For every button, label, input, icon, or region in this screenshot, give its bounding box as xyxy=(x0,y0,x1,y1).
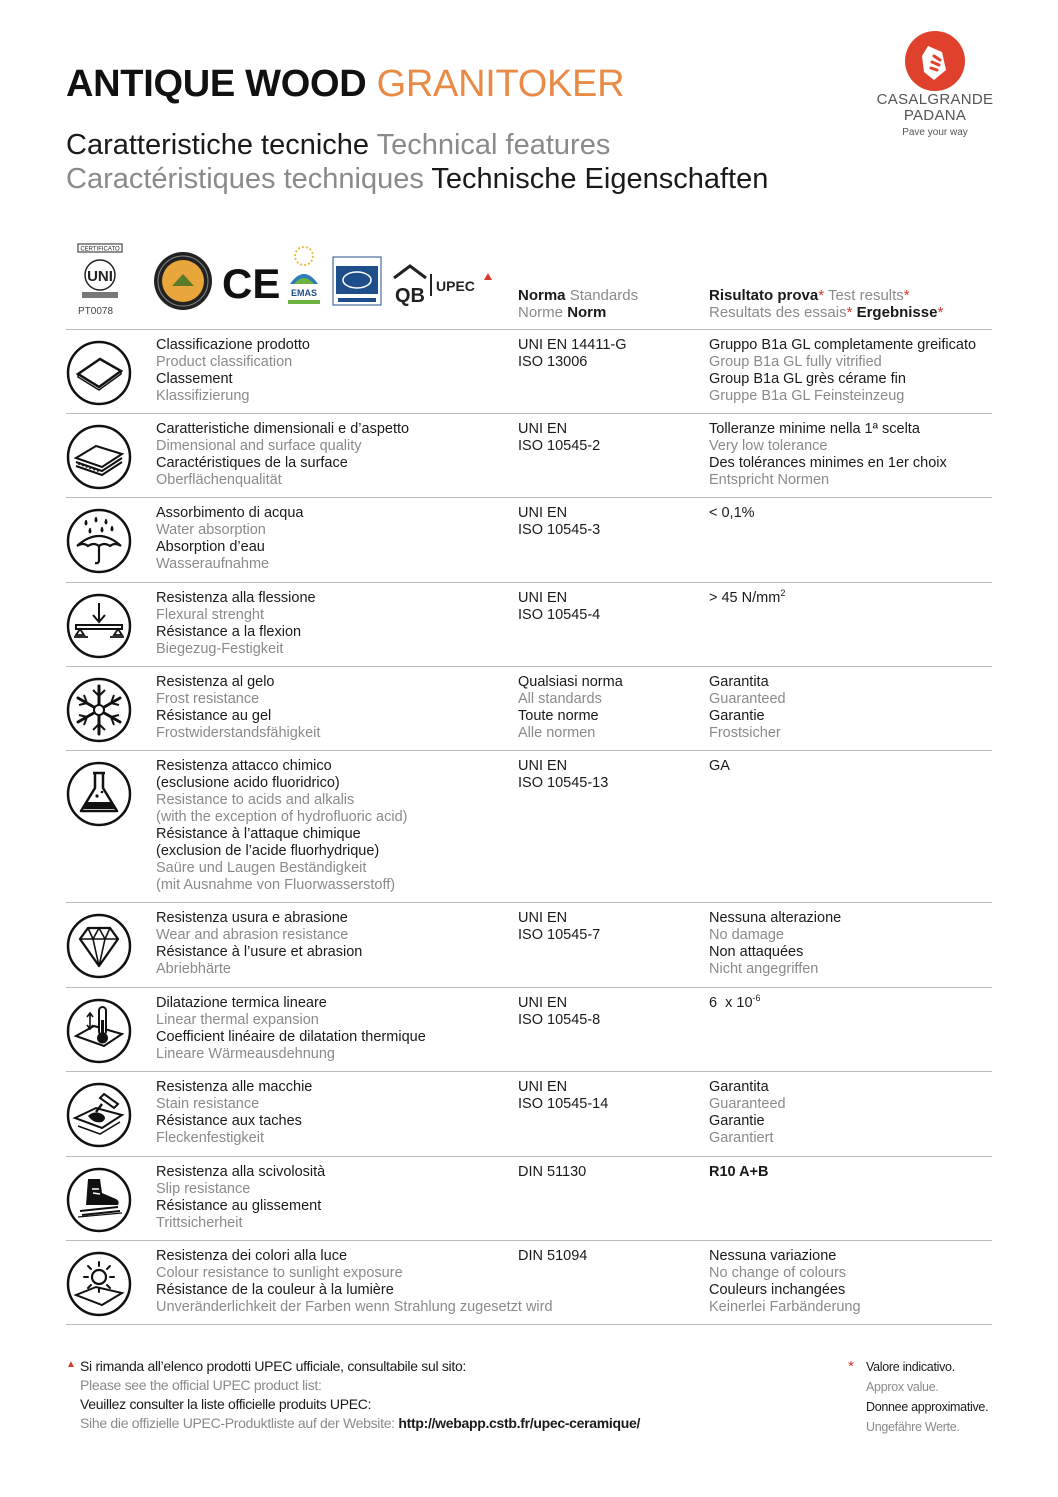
flask-icon xyxy=(66,761,132,827)
brand-logo xyxy=(870,30,1000,139)
product-name: ANTIQUE WOOD xyxy=(66,63,367,105)
upec-link[interactable]: http://webapp.cstb.fr/upec-ceramique/ xyxy=(398,1415,641,1431)
ce-mark-icon xyxy=(222,260,281,307)
svg-text:CERTIFICATO: CERTIFICATO xyxy=(80,246,120,253)
subtitle-line-2: Caractéristiques techniques Technische Eigenschaften xyxy=(66,163,769,195)
table-row: Resistenza al gelo Frost resistance Résistance au gel Frostwiderstandsfähigkeit Qualsiasi norma All standards Toute norme Alle normen Garantita Guaranteed Garantie Frostsicher xyxy=(66,667,992,751)
table-row: Resistenza attacco chimico (esclusione acido fluoridrico) Resistance to acids and alkalis (with the exception of hydrofluoric acid) Résistance à l’attaque chimique (exclusion de l’acide fluorhydrique) Saüre und Laugen Beständigkeit (mit Ausnahme von Fluorwasserstoff) UNI EN ISO 10545-13 GA xyxy=(66,751,992,903)
uni-cert-icon xyxy=(70,242,130,302)
thermometer-icon xyxy=(66,998,132,1064)
svg-text:QB: QB xyxy=(395,285,425,307)
umbrella-rain-icon xyxy=(66,508,132,574)
sun-icon xyxy=(66,1251,132,1317)
stain-icon xyxy=(66,1082,132,1148)
flexion-icon xyxy=(66,593,132,659)
snowflake-icon xyxy=(66,677,132,743)
svg-text:CE: CE xyxy=(222,260,281,307)
upec-note: ▲ Si rimanda all’elenco prodotti UPEC ufficiale, consultabile sul sito: Please see the official UPEC product list: Veuillez consulter la liste officielle produits UPEC: Sihe die offizielle UPEC-Produktliste auf der Website: http://webapp.cstb.fr/upec-ceramique/ xyxy=(80,1357,640,1433)
upec-icon xyxy=(430,272,492,298)
tile-stack-icon xyxy=(66,424,132,490)
table-row: Classificazione prodotto Product classification Classement Klassifizierung UNI EN 14411-G ISO 13006 Gruppo B1a GL completamente greificato Group B1a GL fully vitrified Group B1a GL grès cérame fin Gruppe B1a GL Feinsteinzeug xyxy=(66,330,992,414)
asterisk-marker: * xyxy=(848,1358,854,1375)
cert-code: PT0078 xyxy=(78,306,114,317)
table-row: Resistenza alla scivolosità Slip resistance Résistance au glissement Trittsicherheit DIN 51130 R10 A+B xyxy=(66,1157,992,1241)
brand-tagline: Pave your way xyxy=(902,127,968,138)
certification-logos xyxy=(66,240,506,320)
iso-cert-icon xyxy=(332,256,382,306)
brand-name-2: PADANA xyxy=(903,107,967,124)
tile-icon xyxy=(66,340,132,406)
brand-name-1: CASALGRANDE xyxy=(876,91,994,108)
features-table xyxy=(66,329,992,1325)
table-row: Caratteristiche dimensionali e d’aspetto Dimensional and surface quality Caractéristiques de la surface Oberflächenqualität UNI EN ISO 10545-2 Tolleranze minime nella 1ª scelta Very low tolerance Des tolérances minimes en 1er choix Entspricht Normen xyxy=(66,414,992,498)
table-row: Assorbimento di acqua Water absorption Absorption d’eau Wasseraufnahme UNI EN ISO 10545-3 < 0,1% xyxy=(66,498,992,583)
column-header-results: Risultato prova* Test results* Resultats des essais* Ergebnisse* xyxy=(709,287,944,321)
table-row: Resistenza dei colori alla luce Colour resistance to sunlight exposure Résistance de la couleur à la lumière Unveränderlichkeit der Farben wenn Strahlung zugesetzt wird DIN 51094 Nessuna variazione No change of colours Couleurs inchangées Keinerlei Farbänderung xyxy=(66,1241,992,1325)
shoe-icon xyxy=(66,1167,132,1233)
triangle-marker-icon: ▲ xyxy=(66,1359,76,1370)
qb-icon xyxy=(390,264,430,306)
svg-text:UNI: UNI xyxy=(87,268,113,285)
product-line: GRANITOKER xyxy=(376,63,625,105)
emas-icon xyxy=(284,244,324,308)
table-row: Dilatazione termica lineare Linear thermal expansion Coefficient linéaire de dilatation thermique Lineare Wärmeausdehnung UNI EN ISO 10545-8 6 x $10^{-6}$ xyxy=(66,988,992,1072)
svg-text:EMAS: EMAS xyxy=(290,288,318,298)
green-building-icon xyxy=(152,250,214,312)
page-title xyxy=(66,62,624,106)
table-row: Resistenza alla flessione Flexural strenght Résistance a la flexion Biegezug-Festigkeit UNI EN ISO 10545-4 > 45 $N/mm^2$ xyxy=(66,583,992,667)
column-header-norm: Norma Standards Norme Norm xyxy=(518,287,639,321)
diamond-icon xyxy=(66,913,132,979)
brand-mark-icon xyxy=(904,30,966,92)
approx-note: * Valore indicativo. Approx value. Donnee approximative. Ungefähre Werte. xyxy=(848,1358,989,1434)
table-row: Resistenza alle macchie Stain resistance Résistance aux taches Fleckenfestigkeit UNI EN ISO 10545-14 Garantita Guaranteed Garantie Garantiert xyxy=(66,1072,992,1157)
table-row: Resistenza usura e abrasione Wear and abrasion resistance Résistance à l’usure et abrasion Abriebhärte UNI EN ISO 10545-7 Nessuna alterazione No damage Non attaquées Nicht angegriffen xyxy=(66,903,992,988)
subtitle-line-1: Caratteristiche tecniche Technical features xyxy=(66,129,611,161)
svg-text:UPEC: UPEC xyxy=(436,278,475,294)
